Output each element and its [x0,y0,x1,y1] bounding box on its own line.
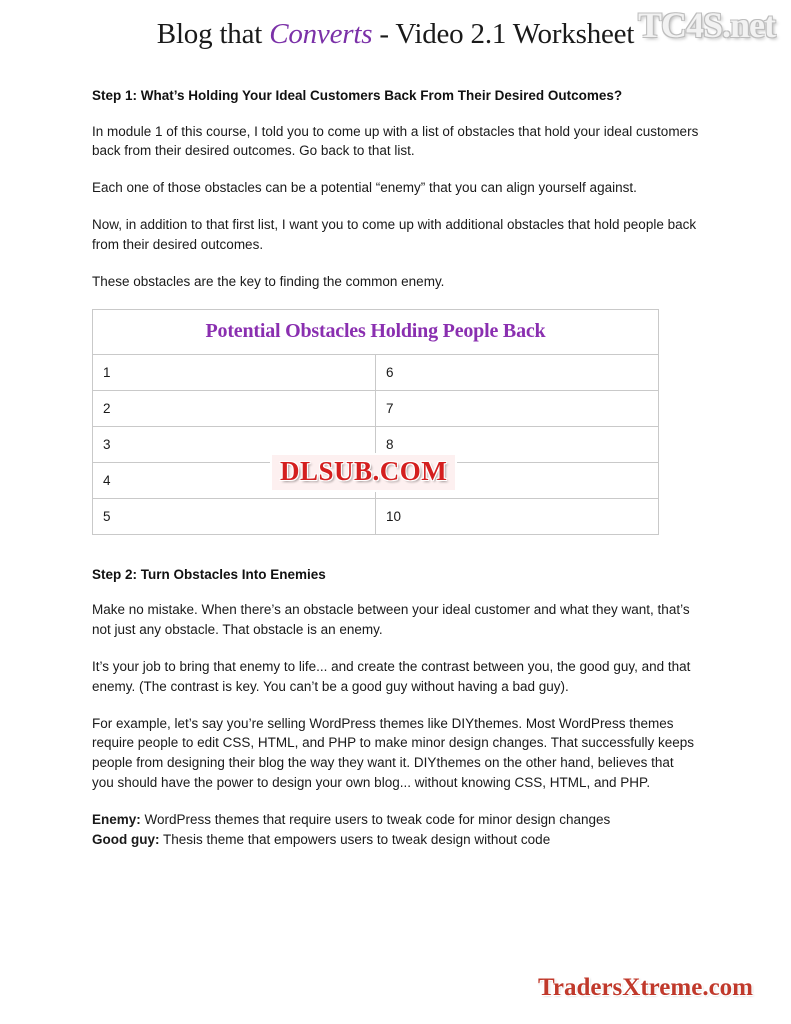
step2-paragraph-1: Make no mistake. When there’s an obstacle between your ideal customer and what they want, that’s not just any obstacle. That obstacle is an enemy. [92,602,690,638]
obstacles-table-title: Potential Obstacles Holding People Back [93,309,659,354]
obstacle-cell-10[interactable]: 10 [376,498,659,534]
step1-heading: Step 1: What’s Holding Your Ideal Customers Back From Their Desired Outcomes? [92,88,623,103]
obstacle-cell-7[interactable]: 7 [376,390,659,426]
obstacles-table-wrapper [92,309,699,535]
step2-heading: Step 2: Turn Obstacles Into Enemies [92,566,326,582]
good-guy-line [92,830,699,850]
obstacle-cell-5[interactable]: 5 [93,498,376,534]
step1-paragraph-3: Now, in addition to that first list, I want you to come up with additional obstacles that hold people back from their desired outcomes. [92,217,697,252]
table-row [93,426,659,462]
page-title-emphasis: Converts [269,18,373,50]
step2-paragraph-2: It’s your job to bring that enemy to life... and create the contrast between you, the good guy, and that enemy. (The contrast is key. You can’t be a good guy without having a bad guy). [92,658,691,694]
table-row [93,462,659,498]
obstacle-cell-9[interactable] [376,462,659,498]
watermark-top-right: TC4S.net [637,5,775,45]
step2-paragraph-3: For example, let’s say you’re selling WordPress themes like DIYthemes. Most WordPress themes require people to edit CSS, HTML, and PHP to make minor design changes. That successfully keeps people from designing their blog the way they want it. DIYthemes on the other hand, believes that you should have the power to design your own blog... without knowing CSS, HTML, and PHP. [92,715,695,791]
enemy-label: Enemy: [92,811,141,827]
table-row [93,498,659,534]
page-title-suffix: - Video 2.1 Worksheet [372,18,635,50]
step1-paragraph-2: Each one of those obstacles can be a potential “enemy” that you can align yourself against. [92,180,637,196]
watermark-footer: TradersXtreme.com [538,974,753,1001]
page-title-prefix: Blog that [156,18,270,50]
step1-paragraph-1: In module 1 of this course, I told you to come up with a list of obstacles that hold your ideal customers back from their desired outcomes. Go back to that list. [92,123,699,159]
obstacle-cell-1[interactable]: 1 [93,354,376,390]
obstacle-cell-3[interactable]: 3 [93,426,376,462]
obstacle-cell-4[interactable]: 4 [93,462,376,498]
table-header-row [93,309,659,354]
good-guy-text: Thesis theme that empowers users to tweak design without code [159,832,551,848]
table-row [93,390,659,426]
enemy-line [92,810,699,830]
obstacle-cell-2[interactable]: 2 [93,390,376,426]
enemy-text: WordPress themes that require users to tweak code for minor design changes [140,811,611,827]
good-guy-label: Good guy: [92,832,160,848]
document-body [92,86,699,850]
table-row [93,354,659,390]
page-title [0,18,791,51]
obstacle-cell-8[interactable]: 8 [376,426,659,462]
obstacle-cell-6[interactable]: 6 [376,354,659,390]
watermark-table-overlay: DLSUB.COM [270,453,457,492]
step1-paragraph-4: These obstacles are the key to finding the common enemy. [92,273,445,289]
obstacles-table [92,309,659,535]
